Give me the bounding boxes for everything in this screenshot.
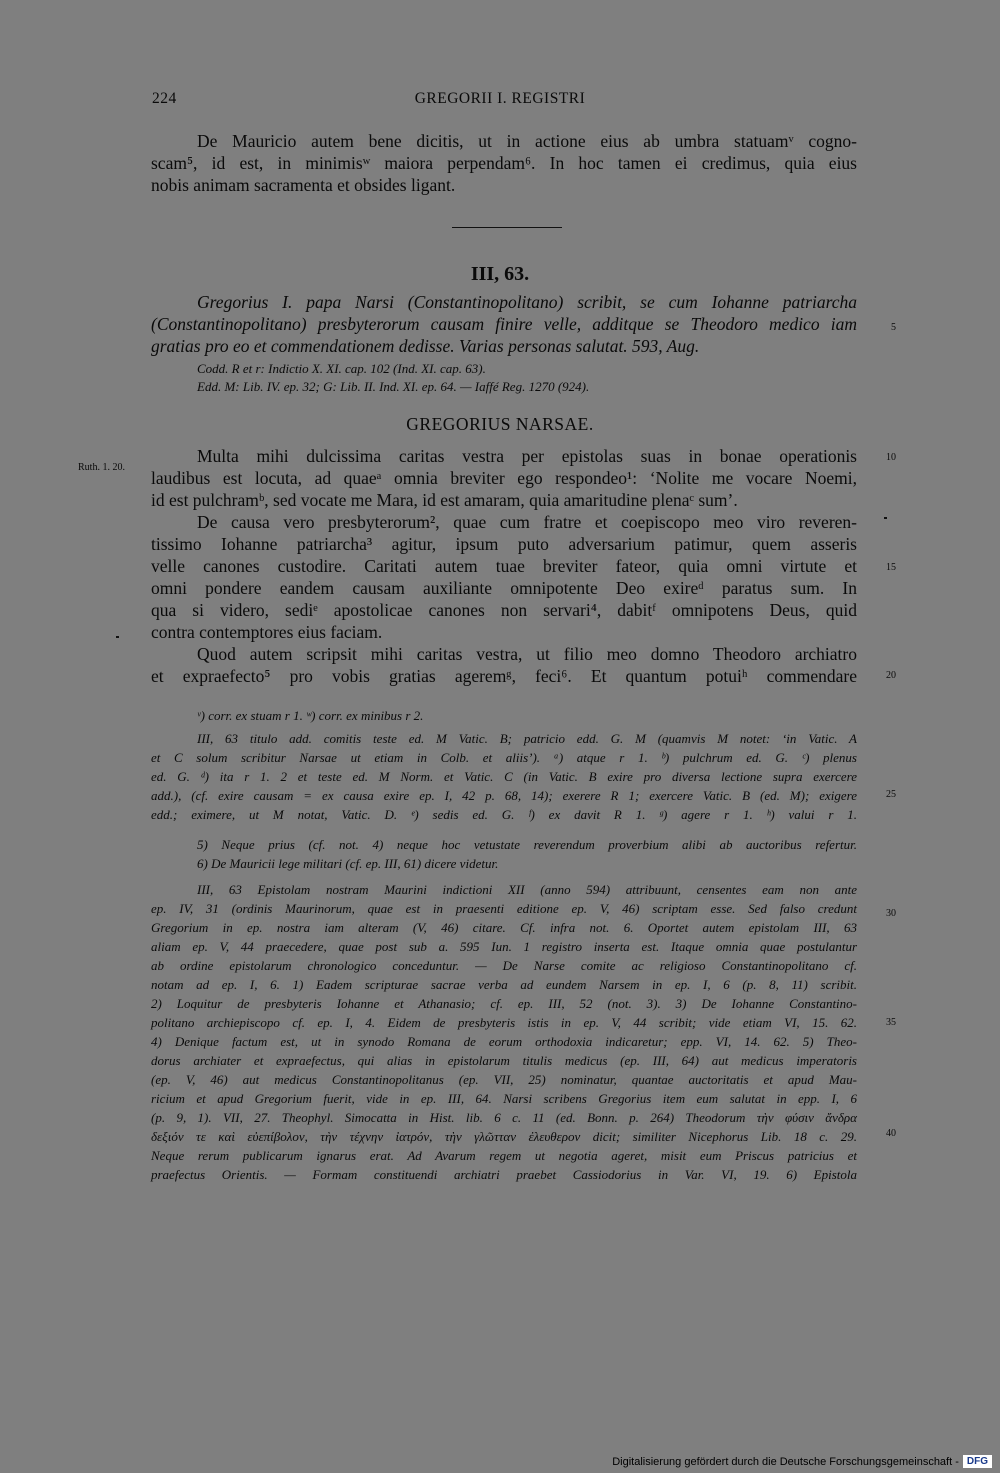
text-line: nobis animam sacramenta et obsides ligant. (151, 175, 456, 195)
line-number: 5 (891, 322, 896, 333)
epistle-number: III, 63. (470, 263, 530, 285)
commentary-line: 2) Loquitur de presbyteris Iohanne et Athanasio; cf. ep. III, 52 (not. 3). 3) De Iohanne Constantino- (151, 996, 857, 1011)
commentary-line: notam ad ep. I, 6. 1) Eadem scripturae sacrae verba ad eundem Narsem in ep. I, 6 (p. 8, 11) scribit. (151, 977, 857, 992)
commentary-line: Neque rerum publicarum ignarus erat. Ad Avarum regem ut negotia ageret, misit eum Priscus patricius et (151, 1148, 857, 1163)
commentary-line: Gregorium in ep. nostra iam alteram (V, 46) citare. Cf. infra not. 6. Oportet autem epistolam III, 63 (151, 920, 857, 935)
text-line: qua si videro, sediᵉ apostolicae canones non servari⁴, dabitᶠ omnipotens Deus, quid (151, 600, 857, 620)
summary-line: (Constantinopolitano) presbyterorum causam finire velle, additque se Theodoro medico iam (151, 314, 857, 334)
text-line: et expraefecto⁵ pro vobis gratias ageremᵍ, feci⁶. Et quantum potuiʰ commendare (151, 666, 857, 686)
commentary-line: ab ordine epistolarum chronologico conceduntur. — De Narse comite ac religioso Constantinopolitano cf. (151, 958, 857, 973)
text-line: De Mauricio autem bene dicitis, ut in actione eius ab umbra statuamᵛ cogno- (197, 131, 857, 151)
commentary-line: III, 63 Epistolam nostram Maurini indictioni XII (anno 594) attribuunt, censentes eam non ante (197, 882, 857, 897)
text-line: velle canones custodire. Caritati autem tuae breviter fateor, quia omni virtute et (151, 556, 857, 576)
codices-line: Codd. R et r: Indictio X. XI. cap. 102 (Ind. XI. cap. 63). (197, 361, 486, 376)
commentary-line: ricium et apud Gregorium fuerit, vide in ep. III, 64. Narsi scribens Gregorius item eum salutat in epp. I, 6 (151, 1091, 857, 1106)
page-number: 224 (152, 90, 177, 107)
text-line: laudibus est locuta, ad quaeᵃ omnia breviter ego respondeo¹: ‘Nolite me vocare Noemi, (151, 468, 857, 488)
footnote-line: 5) Neque prius (cf. not. 4) neque hoc vetustate reverendum proverbium alibi ab auctoribus refertur. (197, 837, 857, 852)
epistle-summary (151, 291, 857, 357)
margin-reference: Ruth. 1. 20. (78, 462, 125, 473)
apparatus-critical (151, 729, 857, 824)
text-line: contra contemptores eius faciam. (151, 622, 383, 642)
text-line: id est pulchramᵇ, sed vocate me Mara, id est amaram, quia amaritudine plenaᶜ sum’. (151, 490, 738, 510)
running-title: GREGORII I. REGISTRI (414, 90, 586, 107)
letter-salutation: GREGORIUS NARSAE. (406, 414, 594, 434)
digitization-credit (612, 1455, 992, 1468)
credit-text: Digitalisierung gefördert durch die Deutsche Forschungsgemeinschaft - (612, 1455, 959, 1468)
summary-line: Gregorius I. papa Narsi (Constantinopolitano) scribit, se cum Iohanne patriarcha (197, 292, 857, 312)
apparatus-top (151, 706, 857, 725)
apparatus-line: edd.; eximere, ut M notat, Vatic. D. ᵉ) sedis ed. G. ᶠ) ex davit R 1. ᵍ) agere r 1. ʰ) valui r 1. (151, 807, 857, 822)
text-line: De causa vero presbyterorum², quae cum fratre et coepiscopo meo viro reveren- (197, 512, 857, 532)
line-number: 10 (886, 452, 896, 463)
commentary-line: politano archiepiscopo cf. ep. I, 4. Eidem de presbyteris istis in ep. V, 44 scribit; vide etiam VI, 15. 62. (151, 1015, 857, 1030)
summary-line: gratias pro eo et commendationem dedisse. Varias personas salutat. 593, Aug. (151, 336, 700, 356)
opening-paragraph (151, 130, 857, 196)
line-number: 35 (886, 1017, 896, 1028)
text-line: omni pondere eandem causam auxiliante omnipotente Deo exireᵈ paratus sum. In (151, 578, 857, 598)
commentary (151, 880, 857, 1184)
commentary-line: δεξιόν τε καὶ εὐεπίβολον, τὴν τέχνην ἰατρόν, τὴν γλῶτταν ἐλευθερον dicit; similiter Nicephorus Lib. 18 c. 29. (151, 1129, 857, 1144)
dfg-logo: DFG (963, 1455, 992, 1468)
footnote-line: 6) De Mauricii lege militari (cf. ep. III, 61) dicere videtur. (197, 856, 499, 871)
letter-text (151, 445, 857, 687)
apparatus-line: ᵛ) corr. ex stuam r 1. ʷ) corr. ex minibus r 2. (197, 708, 424, 723)
commentary-line: ep. IV, 31 (ordinis Maurinorum, quae est in praesenti editione ep. V, 46) scriptam esse. Sed falso credunt (151, 901, 857, 916)
line-number: 15 (886, 562, 896, 573)
section-divider (452, 227, 562, 228)
apparatus-line: et C solum scribitur Narsae ut etiam in Colb. et aliis’). ᵃ) atque r 1. ᵇ) pulchrum ed. G. ᶜ) plenus (151, 750, 857, 765)
commentary-line: aliam ep. V, 44 praecedere, quae post sub a. 595 Iun. 1 registro inserta est. Itaque omnia quae postulantur (151, 939, 857, 954)
line-number: 40 (886, 1128, 896, 1139)
line-number: 20 (886, 670, 896, 681)
apparatus-line: ed. G. ᵈ) ita r 1. 2 et teste ed. M Norm. et Vatic. C (in Vatic. B exire pro diversa lectione supra exercere (151, 769, 857, 784)
commentary-line: dorus archiater et expraefectus, qui alias in epistolarum titulis medicus (ep. III, 64) aut medicus imperatoris (151, 1053, 857, 1068)
apparatus-line: add.), (cf. exire causam = ex causa exire ep. I, 42 p. 68, 14); exerere R 1; exercere Vatic. B (ed. M); exigere (151, 788, 857, 803)
editions-line: Edd. M: Lib. IV. ep. 32; G: Lib. II. Ind. XI. ep. 64. — Iaffé Reg. 1270 (924). (197, 379, 590, 394)
stray-mark (116, 636, 119, 638)
commentary-line: (ep. V, 46) aut medicus Constantinopolitanus (ep. VII, 25) nominatur, quantae auctoritatis et apud Mau- (151, 1072, 857, 1087)
text-line: Quod autem scripsit mihi caritas vestra, ut filio meo domno Theodoro archiatro (197, 644, 857, 664)
commentary-line: praefectus Orientis. — Formam constituendi archiatri praebet Cassiodorius in Var. VI, 19. 6) Epistola (151, 1167, 857, 1182)
commentary-line: (p. 9, 1). VII, 27. Theophyl. Simocatta in Hist. lib. 6 c. 11 (ed. Bonn. p. 264) Theodorum τὴν φύσιν ἄνδρα (151, 1110, 857, 1125)
commentary-line: 4) Denique factum est, ut in synodo Romana de eorum orthodoxia indicaretur; epp. VI, 14. 62. 5) Theo- (151, 1034, 857, 1049)
text-line: tissimo Iohanne patriarcha³ agitur, ipsum puto adversarium patimur, quem asseris (151, 534, 857, 554)
text-line: Multa mihi dulcissima caritas vestra per epistolas suas in bonae operationis (197, 446, 857, 466)
text-line: scam⁵, id est, in minimisʷ maiora perpendam⁶. In hoc tamen ei credimus, quia eius (151, 153, 857, 173)
apparatus-line: III, 63 titulo add. comitis teste ed. M Vatic. B; patricio edd. G. M (quamvis M notet: ‘in Vatic. A (197, 731, 857, 746)
line-number: 30 (886, 908, 896, 919)
line-number: 25 (886, 789, 896, 800)
footnotes (151, 835, 857, 873)
stray-mark (884, 517, 887, 519)
